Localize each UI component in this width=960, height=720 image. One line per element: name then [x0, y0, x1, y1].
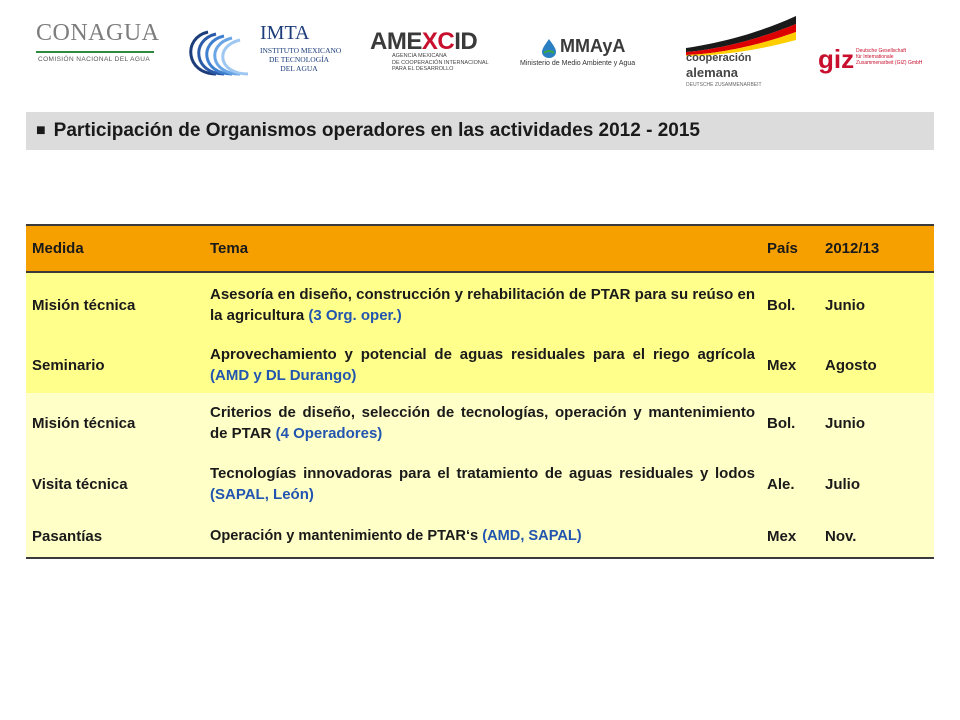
cell-pais: Bol.	[761, 272, 819, 337]
imta-logo	[178, 20, 343, 85]
mmaya-logo	[518, 34, 668, 74]
amexcid-logo-name: AMEXCID	[370, 28, 478, 55]
imta-logo-subtitle-line: INSTITUTO MEXICANO	[260, 46, 342, 55]
cell-tema	[204, 272, 761, 337]
header-tema: Tema	[204, 225, 761, 272]
imta-logo-subtitle-line: DEL AGUA	[280, 64, 318, 73]
cell-periodo: Agosto	[819, 337, 934, 393]
cell-pais: Bol.	[761, 393, 819, 453]
table-header-row	[26, 225, 934, 272]
cell-medida: Pasantías	[26, 515, 204, 558]
tema-text: Tecnologías innovadoras para el tratamiento de aguas residuales y lodos	[210, 465, 755, 482]
cell-medida: Seminario	[26, 337, 204, 393]
cell-pais: Mex	[761, 337, 819, 393]
table-row	[26, 393, 934, 453]
cell-periodo: Junio	[819, 272, 934, 337]
german-flag-icon	[682, 14, 802, 56]
conagua-logo-subtitle: COMISIÓN NACIONAL DEL AGUA	[38, 56, 151, 63]
cell-tema	[204, 515, 761, 558]
header-periodo: 2012/13	[819, 225, 934, 272]
slide-title: Participación de Organismos operadores en las actividades 2012 - 2015	[53, 120, 700, 141]
cell-medida: Misión técnica	[26, 272, 204, 337]
conagua-logo-bar	[36, 51, 154, 53]
amexcid-logo-subtitle: AGENCIA MEXICANA DE COOPERACIÓN INTERNACIONAL PARA EL DESARROLLO	[392, 53, 489, 72]
logo-strip	[0, 0, 960, 100]
cooperacion-logo-subtitle: DEUTSCHE ZUSAMMENARBEIT	[686, 82, 762, 88]
cooperacion-logo-line2: alemana	[686, 65, 739, 80]
cell-medida: Misión técnica	[26, 393, 204, 453]
table-row	[26, 515, 934, 558]
mmaya-logo-subtitle: Ministerio de Medio Ambiente y Agua	[520, 60, 636, 67]
slide-title-bar	[26, 112, 934, 150]
cell-medida: Visita técnica	[26, 453, 204, 515]
tema-text: Asesoría en diseño, construcción y rehabilitación de PTAR para su reúso en la agricultura	[210, 286, 755, 324]
conagua-logo	[36, 20, 160, 70]
cell-tema	[204, 337, 761, 393]
imta-logo-subtitle-line: DE TECNOLOGÍA	[268, 55, 330, 64]
water-drop-icon	[540, 38, 558, 58]
header-medida: Medida	[26, 225, 204, 272]
tema-text: Criterios de diseño, selección de tecnologías, operación y mantenimiento de PTAR	[210, 404, 755, 442]
cell-pais: Mex	[761, 515, 819, 558]
tema-highlight: (AMD, SAPAL)	[482, 527, 582, 544]
tema-highlight: (3 Org. oper.)	[308, 307, 402, 324]
imta-swirl-icon	[178, 28, 258, 78]
header-pais: País	[761, 225, 819, 272]
giz-logo-name: giz	[818, 44, 855, 74]
conagua-logo-name: CONAGUA	[36, 20, 160, 46]
table-row	[26, 453, 934, 515]
square-bullet-icon: ■	[36, 122, 46, 139]
tema-highlight: (4 Operadores)	[275, 425, 383, 442]
cell-tema	[204, 453, 761, 515]
tema-highlight: (SAPAL, León)	[210, 486, 314, 503]
mmaya-logo-name: MMAyA	[560, 36, 626, 56]
cell-periodo: Julio	[819, 453, 934, 515]
cell-pais: Ale.	[761, 453, 819, 515]
tema-text: Operación y mantenimiento de PTAR‘s	[210, 527, 479, 544]
cell-periodo: Junio	[819, 393, 934, 453]
giz-logo-subtitle: Deutsche Gesellschaft für Internationale Zusammenarbeit (GIZ) GmbH	[856, 48, 923, 66]
tema-text: Aprovechamiento y potencial de aguas residuales para el riego agrícola	[210, 346, 755, 363]
tema-highlight: (AMD y DL Durango)	[210, 367, 357, 384]
activities-table	[26, 224, 934, 559]
cooperacion-logo-line1: cooperación	[686, 52, 752, 64]
table-row	[26, 272, 934, 337]
cooperacion-alemana-logo	[682, 14, 802, 94]
imta-logo-name: IMTA	[260, 22, 310, 44]
table-row	[26, 337, 934, 393]
amexcid-logo	[370, 28, 505, 78]
giz-logo	[818, 44, 958, 84]
cell-periodo: Nov.	[819, 515, 934, 558]
cell-tema	[204, 393, 761, 453]
